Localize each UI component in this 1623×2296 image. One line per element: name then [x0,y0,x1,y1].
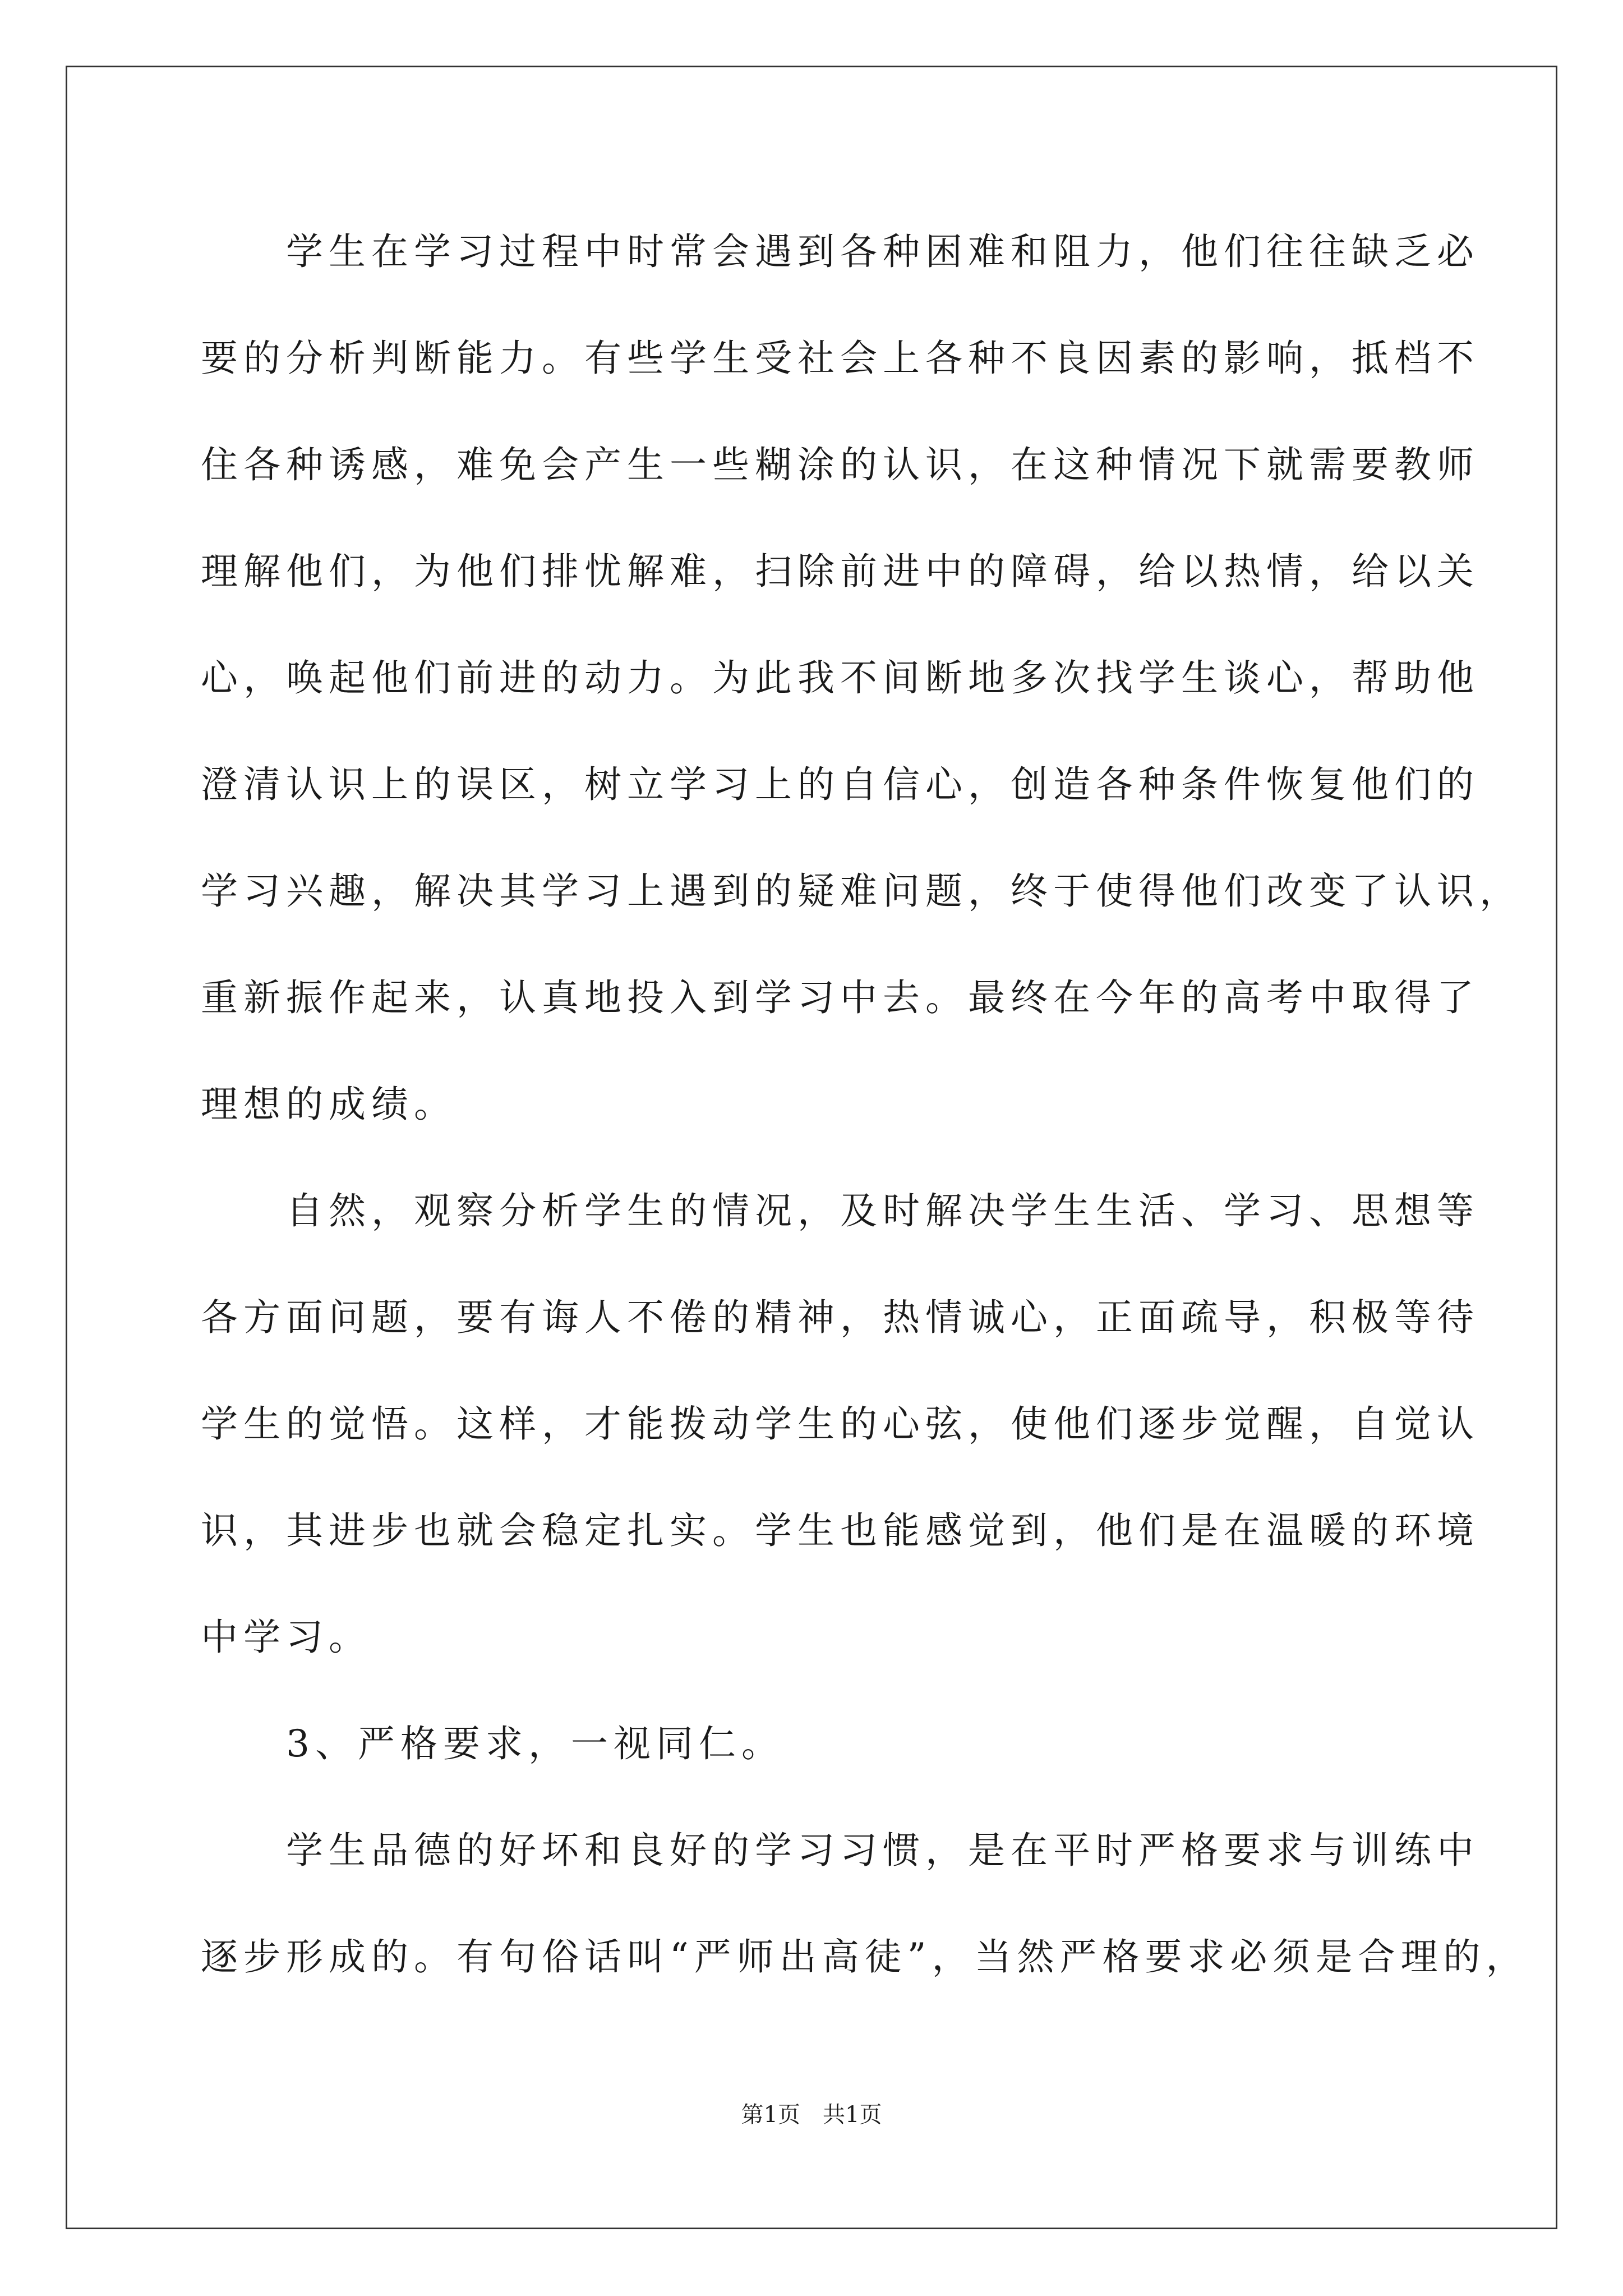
text-line: 自然，观察分析学生的情况，及时解决学生生活、学习、思想等 [201,1189,1479,1232]
text-line: 学生品德的好坏和良好的学习习惯，是在平时严格要求与训练中 [201,1829,1479,1872]
text-line: 理想的成绩。 [201,1083,457,1126]
page-footer: 第1页 共1页 [741,2102,882,2128]
text-line: 中学习。 [201,1616,371,1659]
text-line: 学生的觉悟。这样，才能拨动学生的心弦，使他们逐步觉醒，自觉认 [201,1402,1479,1446]
text-line: 各方面问题，要有诲人不倦的精神，热情诚心，正面疏导，积极等待 [201,1296,1479,1339]
text-line: 逐步形成的。有句俗话叫“严师出高徒”，当然严格要求必须是合理的， [201,1935,1529,1978]
text-line: 要的分析判断能力。有些学生受社会上各种不良因素的影响，抵档不 [201,337,1479,380]
document-body [201,220,1529,2032]
text-line: 学习兴趣，解决其学习上遇到的疑难问题，终于使得他们改变了认识， [201,869,1522,913]
text-line: 理解他们，为他们排忧解难，扫除前进中的障碍，给以热情，给以关 [201,550,1479,593]
text-line: 澄清认识上的误区，树立学习上的自信心，创造各种条件恢复他们的 [201,763,1479,806]
text-line: 学生在学习过程中时常会遇到各种困难和阻力，他们往往缺乏必 [201,230,1479,273]
text-line: 识，其进步也就会稳定扎实。学生也能感觉到，他们是在温暖的环境 [201,1509,1479,1552]
text-line: 住各种诱感，难免会产生一些糊涂的认识，在这种情况下就需要教师 [201,443,1479,486]
text-line: 心，唤起他们前进的动力。为此我不间断地多次找学生谈心，帮助他 [201,656,1479,700]
text-line: 3、严格要求，一视同仁。 [201,1722,784,1765]
text-line: 重新振作起来，认真地投入到学习中去。最终在今年的高考中取得了 [201,976,1479,1019]
